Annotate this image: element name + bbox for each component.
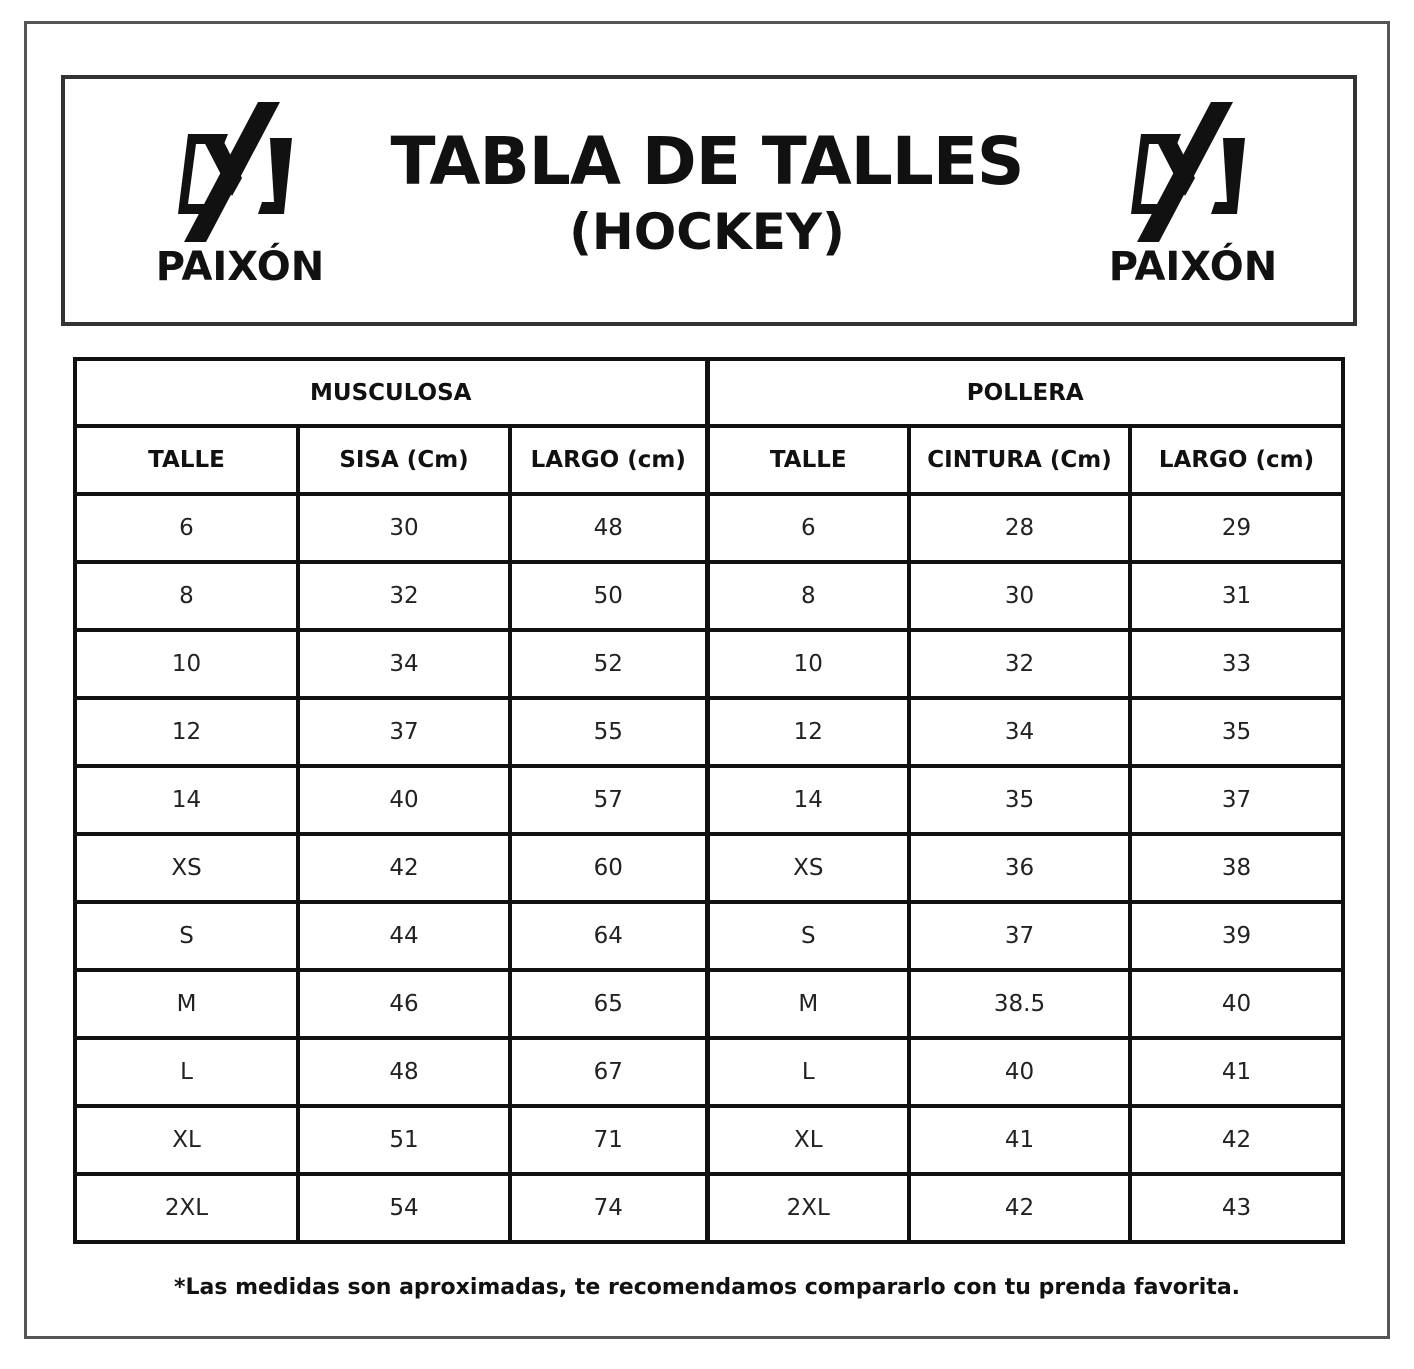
table-cell: 42 [298,834,510,902]
table-cell: XS [707,834,909,902]
table-cell: 35 [909,766,1130,834]
group-header-row [75,359,1343,426]
column-header-row [75,426,1343,494]
table-cell: 39 [1130,902,1343,970]
table-cell: L [75,1038,298,1106]
table-cell: 55 [510,698,707,766]
column-header: LARGO (cm) [510,426,707,494]
group-header-pollera: POLLERA [707,359,1343,426]
size-table [73,357,1345,1244]
table-cell: 33 [1130,630,1343,698]
table-cell: 30 [298,494,510,562]
table-cell: 65 [510,970,707,1038]
table-row [75,1106,1343,1174]
table-row [75,698,1343,766]
table-cell: M [707,970,909,1038]
table-cell: 38 [1130,834,1343,902]
table-cell: L [707,1038,909,1106]
table-cell: 30 [909,562,1130,630]
px-monogram-icon [1111,98,1275,248]
table-row [75,1038,1343,1106]
table-cell: 42 [909,1174,1130,1242]
table-cell: 37 [298,698,510,766]
table-cell: 64 [510,902,707,970]
table-cell: 51 [298,1106,510,1174]
table-cell: 41 [1130,1038,1343,1106]
table-cell: 52 [510,630,707,698]
table-cell: 43 [1130,1174,1343,1242]
table-cell: 60 [510,834,707,902]
table-row [75,494,1343,562]
table-row [75,970,1343,1038]
table-cell: M [75,970,298,1038]
table-cell: 44 [298,902,510,970]
table-cell: 36 [909,834,1130,902]
table-cell: XS [75,834,298,902]
brand-logo-text: PAIXÓN [155,244,325,290]
table-cell: 40 [298,766,510,834]
table-cell: 6 [75,494,298,562]
column-header: CINTURA (Cm) [909,426,1130,494]
table-cell: 37 [1130,766,1343,834]
table-cell: 28 [909,494,1130,562]
footer-note: *Las medidas son aproximadas, te recomendamos compararlo con tu prenda favorita. [173,1275,1241,1300]
table-row [75,562,1343,630]
table-cell: 29 [1130,494,1343,562]
brand-logo-right [1103,98,1283,298]
table-cell: XL [707,1106,909,1174]
table-cell: 40 [1130,970,1343,1038]
brand-logo-text: PAIXÓN [1108,244,1278,290]
table-cell: 32 [909,630,1130,698]
table-cell: 50 [510,562,707,630]
table-cell: 8 [707,562,909,630]
table-cell: 46 [298,970,510,1038]
table-cell: 34 [298,630,510,698]
group-header-musculosa: MUSCULOSA [75,359,707,426]
px-monogram-icon [158,98,322,248]
table-cell: 8 [75,562,298,630]
table-cell: 12 [75,698,298,766]
table-cell: XL [75,1106,298,1174]
table-cell: 71 [510,1106,707,1174]
table-cell: 32 [298,562,510,630]
column-header: TALLE [75,426,298,494]
page-title: TABLA DE TALLES [390,123,1024,200]
column-header: SISA (Cm) [298,426,510,494]
table-row [75,902,1343,970]
table-row [75,630,1343,698]
table-cell: 6 [707,494,909,562]
table-cell: 2XL [75,1174,298,1242]
table-cell: 54 [298,1174,510,1242]
brand-logo-left [150,98,330,298]
table-cell: 31 [1130,562,1343,630]
table-cell: 41 [909,1106,1130,1174]
table-cell: 67 [510,1038,707,1106]
page-subtitle: (HOCKEY) [569,203,845,261]
table-cell: S [707,902,909,970]
table-cell: S [75,902,298,970]
table-cell: 42 [1130,1106,1343,1174]
column-header: LARGO (cm) [1130,426,1343,494]
table-cell: 38.5 [909,970,1130,1038]
table-cell: 10 [75,630,298,698]
table-cell: 14 [707,766,909,834]
table-row [75,1174,1343,1242]
size-table-body [75,494,1343,1242]
table-row [75,766,1343,834]
table-cell: 10 [707,630,909,698]
column-header: TALLE [707,426,909,494]
table-cell: 57 [510,766,707,834]
table-cell: 2XL [707,1174,909,1242]
table-cell: 35 [1130,698,1343,766]
table-cell: 48 [510,494,707,562]
table-cell: 12 [707,698,909,766]
table-cell: 74 [510,1174,707,1242]
table-cell: 48 [298,1038,510,1106]
table-cell: 37 [909,902,1130,970]
table-cell: 34 [909,698,1130,766]
table-row [75,834,1343,902]
table-cell: 14 [75,766,298,834]
table-cell: 40 [909,1038,1130,1106]
